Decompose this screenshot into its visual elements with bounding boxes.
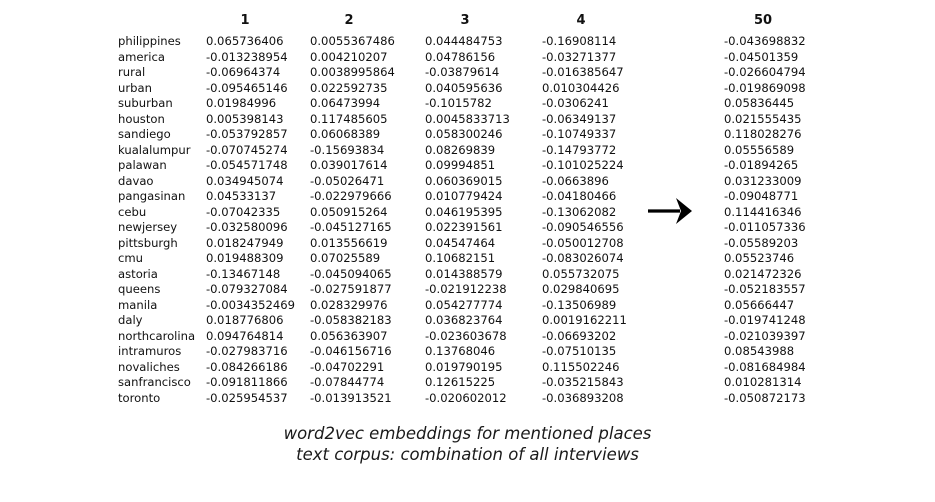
embedding-value-dim-3: 0.13768046: [425, 344, 496, 358]
place-name: sandiego: [118, 127, 171, 141]
embedding-value-dim-2: 0.06473994: [310, 96, 381, 110]
embedding-value-dim-1: -0.032580096: [206, 220, 288, 234]
embedding-value-dim-50: 0.031233009: [724, 173, 802, 188]
embedding-value-dim-4: -0.07510135: [542, 344, 617, 358]
embedding-value-dim-50: -0.04501359: [724, 49, 799, 64]
table-row: [0, 50, 935, 66]
embedding-value-dim-4: -0.016385647: [542, 65, 624, 79]
embedding-value-dim-3: 0.04547464: [425, 235, 496, 250]
place-name: manila: [118, 297, 158, 312]
place-name: cebu: [118, 204, 147, 219]
place-name: astoria: [118, 266, 158, 281]
embedding-value-dim-4: 0.055732075: [542, 266, 620, 281]
embedding-value-dim-3: 0.08269839: [425, 142, 496, 157]
table-row: [0, 65, 935, 81]
embedding-value-dim-3: 0.014388579: [425, 266, 503, 281]
embedding-value-dim-50: -0.043698832: [724, 34, 806, 48]
embedding-value-dim-2: -0.027591877: [310, 282, 392, 296]
embedding-value-dim-2: -0.15693834: [310, 142, 385, 157]
embedding-value-dim-1: -0.084266186: [206, 359, 288, 374]
place-name: suburban: [118, 96, 173, 110]
embedding-value-dim-2: -0.05026471: [310, 173, 385, 188]
table-row: [0, 282, 935, 298]
embedding-value-dim-50: -0.026604794: [724, 65, 806, 79]
table-row: [0, 220, 935, 236]
table-row: [0, 360, 935, 376]
embedding-value-dim-4: -0.0306241: [542, 96, 609, 110]
embedding-value-dim-2: 0.022592735: [310, 80, 388, 95]
embedding-value-dim-2: 0.06068389: [310, 127, 381, 141]
embedding-value-dim-4: -0.13062082: [542, 204, 617, 219]
table-row: [0, 267, 935, 283]
embedding-value-dim-2: 0.050915264: [310, 204, 388, 219]
embedding-value-dim-1: -0.07042335: [206, 204, 281, 219]
table-row: [0, 112, 935, 128]
embedding-value-dim-4: -0.13506989: [542, 297, 617, 312]
embedding-value-dim-1: -0.091811866: [206, 375, 288, 389]
embedding-value-dim-2: 0.0055367486: [310, 34, 395, 48]
embedding-value-dim-2: 0.028329976: [310, 297, 388, 312]
table-row: [0, 313, 935, 329]
place-name: philippines: [118, 34, 181, 48]
embedding-value-dim-3: 0.12615225: [425, 375, 496, 389]
embedding-value-dim-50: -0.021039397: [724, 328, 806, 343]
column-header-4: 4: [576, 13, 586, 28]
embedding-value-dim-3: -0.023603678: [425, 328, 507, 343]
embedding-value-dim-1: 0.094764814: [206, 328, 284, 343]
embedding-value-dim-50: -0.019869098: [724, 80, 806, 95]
embedding-value-dim-50: 0.05666447: [724, 297, 795, 312]
embedding-value-dim-3: -0.03879614: [425, 65, 500, 79]
embedding-value-dim-50: -0.050872173: [724, 390, 806, 405]
embedding-value-dim-2: 0.056363907: [310, 328, 388, 343]
embedding-value-dim-4: 0.010304426: [542, 80, 620, 95]
embedding-value-dim-1: -0.095465146: [206, 80, 288, 95]
embedding-value-dim-1: 0.04533137: [206, 189, 277, 203]
table-row: [0, 174, 935, 190]
embedding-value-dim-2: 0.117485605: [310, 111, 388, 126]
embedding-value-dim-3: 0.0045833713: [425, 111, 510, 126]
place-name: america: [118, 49, 165, 64]
place-name: intramuros: [118, 344, 182, 358]
embedding-value-dim-2: -0.04702291: [310, 359, 385, 374]
embedding-value-dim-1: -0.027983716: [206, 344, 288, 358]
table-row: [0, 96, 935, 112]
embedding-value-dim-4: -0.03271377: [542, 49, 617, 64]
table-row: [0, 81, 935, 97]
embedding-value-dim-2: -0.046156716: [310, 344, 392, 358]
column-header-50: 50: [753, 13, 773, 28]
embedding-value-dim-1: -0.025954537: [206, 390, 288, 405]
embedding-value-dim-4: -0.14793772: [542, 142, 617, 157]
table-row: [0, 143, 935, 159]
embedding-value-dim-4: -0.050012708: [542, 235, 624, 250]
embedding-value-dim-50: -0.019741248: [724, 313, 806, 327]
embedding-value-dim-1: -0.054571748: [206, 158, 288, 172]
embedding-value-dim-2: -0.022979666: [310, 189, 392, 203]
embedding-value-dim-4: -0.0663896: [542, 173, 609, 188]
embedding-value-dim-3: 0.019790195: [425, 359, 503, 374]
embedding-value-dim-1: -0.079327084: [206, 282, 288, 296]
column-header-2: 2: [344, 13, 354, 28]
embedding-value-dim-4: 0.029840695: [542, 282, 620, 296]
table-row: [0, 375, 935, 391]
embedding-value-dim-50: -0.01894265: [724, 158, 799, 172]
embedding-value-dim-50: -0.011057336: [724, 220, 806, 234]
embedding-value-dim-1: -0.13467148: [206, 266, 281, 281]
embedding-value-dim-4: 0.115502246: [542, 359, 620, 374]
embedding-value-dim-2: -0.045127165: [310, 220, 392, 234]
embedding-value-dim-3: 0.10682151: [425, 251, 496, 265]
embedding-value-dim-50: 0.08543988: [724, 344, 795, 358]
table-row: [0, 158, 935, 174]
place-name: newjersey: [118, 220, 178, 234]
embedding-value-dim-1: -0.06964374: [206, 65, 281, 79]
embedding-value-dim-4: -0.10749337: [542, 127, 617, 141]
embedding-value-dim-50: -0.09048771: [724, 189, 799, 203]
place-name: novaliches: [118, 359, 180, 374]
place-name: pittsburgh: [118, 235, 178, 250]
place-name: cmu: [118, 251, 144, 265]
table-row: [0, 251, 935, 267]
figure-caption-line-2: text corpus: combination of all interviews: [296, 445, 639, 464]
embedding-value-dim-3: 0.054277774: [425, 297, 503, 312]
table-row: [0, 127, 935, 143]
embedding-value-dim-50: -0.081684984: [724, 359, 806, 374]
table-row: [0, 189, 935, 205]
embedding-value-dim-50: -0.052183557: [724, 282, 806, 296]
embedding-value-dim-50: 0.114416346: [724, 204, 802, 219]
embedding-value-dim-1: 0.018247949: [206, 235, 284, 250]
embedding-value-dim-2: 0.039017614: [310, 158, 388, 172]
place-name: palawan: [118, 158, 167, 172]
table-row: [0, 34, 935, 50]
place-name: davao: [118, 173, 154, 188]
place-name: northcarolina: [118, 328, 196, 343]
embedding-value-dim-3: 0.09994851: [425, 158, 496, 172]
embedding-value-dim-2: -0.058382183: [310, 313, 392, 327]
embedding-value-dim-4: -0.083026074: [542, 251, 624, 265]
table-row: [0, 205, 935, 221]
embedding-value-dim-3: 0.046195395: [425, 204, 503, 219]
place-name: toronto: [118, 390, 161, 405]
embedding-value-dim-2: 0.013556619: [310, 235, 388, 250]
embedding-value-dim-4: -0.101025224: [542, 158, 624, 172]
embedding-value-dim-3: 0.022391561: [425, 220, 503, 234]
embedding-value-dim-50: -0.05589203: [724, 235, 799, 250]
embedding-value-dim-4: -0.16908114: [542, 34, 617, 48]
embedding-value-dim-3: 0.060369015: [425, 173, 503, 188]
column-header-3: 3: [460, 13, 470, 28]
embedding-value-dim-2: -0.07844774: [310, 375, 385, 389]
embedding-value-dim-2: 0.004210207: [310, 49, 388, 64]
embedding-value-dim-50: 0.021555435: [724, 111, 802, 126]
table-row: [0, 236, 935, 252]
embedding-value-dim-1: -0.053792857: [206, 127, 288, 141]
embedding-value-dim-2: 0.07025589: [310, 251, 381, 265]
embedding-value-dim-3: 0.040595636: [425, 80, 503, 95]
embedding-value-dim-50: 0.05523746: [724, 251, 795, 265]
embedding-value-dim-50: 0.118028276: [724, 127, 802, 141]
place-name: queens: [118, 282, 161, 296]
embedding-value-dim-1: 0.065736406: [206, 34, 284, 48]
embedding-value-dim-4: -0.035215843: [542, 375, 624, 389]
column-header-1: 1: [240, 13, 250, 28]
embedding-value-dim-2: -0.013913521: [310, 390, 392, 405]
place-name: daly: [118, 313, 143, 327]
embedding-value-dim-3: -0.020602012: [425, 390, 507, 405]
embedding-value-dim-3: 0.036823764: [425, 313, 503, 327]
embedding-value-dim-3: -0.021912238: [425, 282, 507, 296]
table-row: [0, 298, 935, 314]
place-name: rural: [118, 65, 146, 79]
embedding-value-dim-4: -0.06693202: [542, 328, 617, 343]
place-name: sanfrancisco: [118, 375, 191, 389]
embedding-value-dim-50: 0.021472326: [724, 266, 802, 281]
table-row: [0, 391, 935, 407]
embedding-value-dim-3: 0.058300246: [425, 127, 503, 141]
embedding-table: [0, 34, 935, 406]
table-row: [0, 344, 935, 360]
embedding-value-dim-1: 0.018776806: [206, 313, 284, 327]
figure-caption-line-1: word2vec embeddings for mentioned places: [283, 424, 652, 443]
embedding-value-dim-1: -0.070745274: [206, 142, 288, 157]
embedding-value-dim-50: 0.05836445: [724, 96, 795, 110]
embedding-value-dim-4: -0.04180466: [542, 189, 617, 203]
embedding-value-dim-50: 0.010281314: [724, 375, 802, 389]
embedding-value-dim-3: 0.04786156: [425, 49, 496, 64]
embedding-value-dim-3: 0.044484753: [425, 34, 503, 48]
place-name: urban: [118, 80, 152, 95]
place-name: kualalumpur: [118, 142, 191, 157]
embedding-value-dim-4: -0.06349137: [542, 111, 617, 126]
table-row: [0, 329, 935, 345]
embedding-value-dim-1: 0.005398143: [206, 111, 284, 126]
embedding-value-dim-1: -0.0034352469: [206, 297, 296, 312]
embedding-value-dim-4: -0.090546556: [542, 220, 624, 234]
right-arrow-icon: [646, 196, 694, 226]
embedding-value-dim-3: -0.1015782: [425, 96, 492, 110]
embedding-value-dim-1: 0.019488309: [206, 251, 284, 265]
embedding-value-dim-4: 0.0019162211: [542, 313, 627, 327]
embedding-value-dim-1: -0.013238954: [206, 49, 288, 64]
place-name: houston: [118, 111, 165, 126]
embedding-value-dim-3: 0.010779424: [425, 189, 503, 203]
embedding-value-dim-1: 0.01984996: [206, 96, 277, 110]
embedding-value-dim-2: 0.0038995864: [310, 65, 395, 79]
place-name: pangasinan: [118, 189, 186, 203]
embedding-value-dim-2: -0.045094065: [310, 266, 392, 281]
embedding-value-dim-50: 0.05556589: [724, 142, 795, 157]
embedding-value-dim-1: 0.034945074: [206, 173, 284, 188]
embedding-value-dim-4: -0.036893208: [542, 390, 624, 405]
